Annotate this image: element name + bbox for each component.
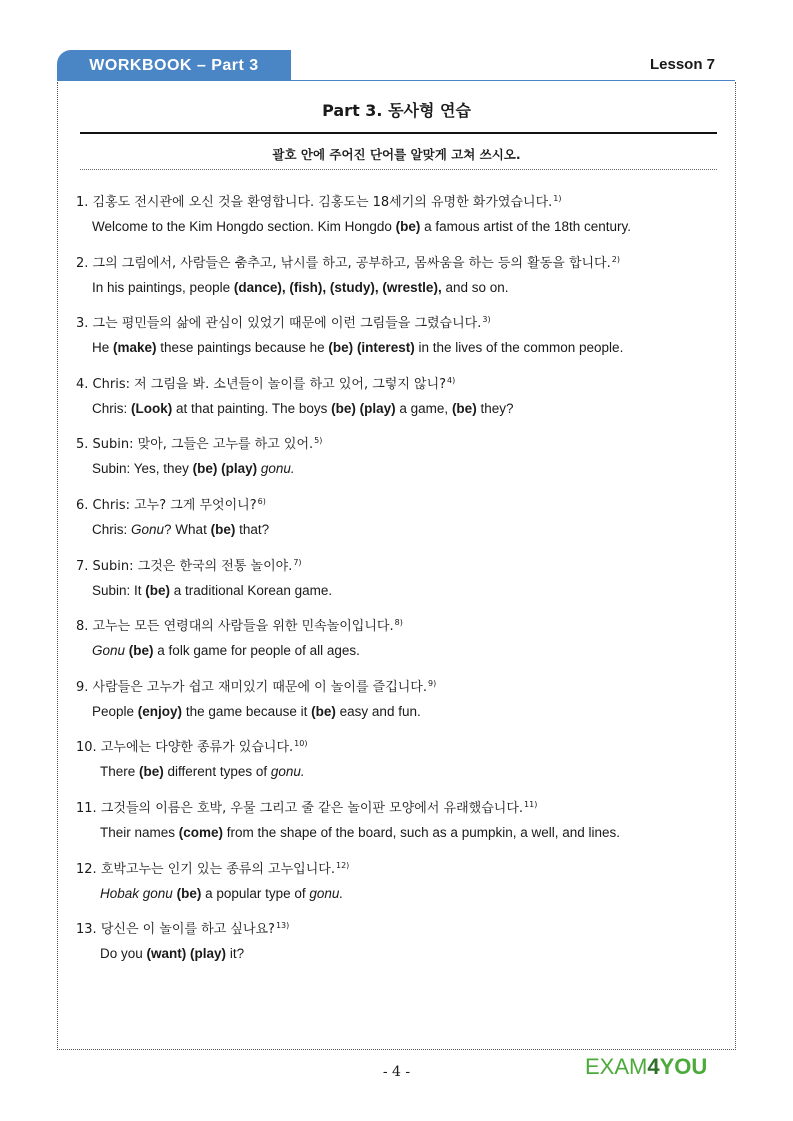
english-sentence [76,760,736,784]
exercise-item [76,369,736,430]
item-number: 7. [76,558,89,574]
verb-prompt: (be) [331,400,356,416]
section-instruction: 괄호 안에 주어진 단어를 알맞게 고쳐 쓰시오. [272,147,521,162]
korean-sentence [76,248,736,276]
footnote-marker: 9) [428,678,437,688]
instruction-divider [80,169,717,170]
sentence-fragment: There [100,764,140,780]
korean-text: 당신은 이 놀이를 하고 싶나요? [100,922,275,938]
sentence-fragment: He [92,340,114,356]
italic-term: gonu. [270,764,305,780]
verb-prompt: (be) [328,340,354,356]
sentence-fragment: ? What [164,521,211,537]
exercise-item [76,672,736,733]
section-title: Part 3. 동사형 연습 [322,101,471,120]
item-number: 4. [76,376,89,392]
verb-prompt: (be) [451,400,477,416]
verb-prompt: (come) [178,824,224,840]
english-sentence [76,700,736,724]
english-sentence [76,215,736,239]
verb-prompt: (interest) [356,340,415,356]
exercise-item [76,248,736,309]
sentence-fragment: in the lives of the common people. [414,340,624,356]
sentence-fragment: In his paintings, people [92,279,234,295]
item-number: 9. [76,679,89,695]
sentence-fragment: Their names [100,824,179,840]
korean-text: 사람들은 고누가 쉽고 재미있기 때문에 이 놀이를 즐깁니다. [92,679,427,695]
sentence-fragment: a folk game for people of all ages. [153,643,360,659]
korean-text: 그는 평민들의 삶에 관심이 있었기 때문에 이런 그림들을 그렸습니다. [92,316,482,332]
footnote-marker: 10) [294,739,308,749]
english-sentence [76,882,736,906]
english-sentence [76,639,736,663]
exercise-item [76,854,736,915]
footnote-marker: 4) [447,375,456,385]
item-number: 1. [76,195,89,210]
exercise-item [76,793,736,854]
sentence-fragment: the game because it [182,703,312,719]
exercise-item [76,187,736,248]
korean-sentence [76,611,736,639]
footnote-marker: 13) [275,921,290,931]
item-number: 5. [76,437,89,453]
exercise-item [76,611,736,672]
verb-prompt: (Look) [131,400,173,416]
item-number: 2. [76,255,89,271]
footnote-marker: 6) [257,496,266,506]
sentence-fragment: easy and fun. [335,703,421,719]
verb-prompt: (be) [311,703,336,719]
korean-text: 김홍도 전시관에 오신 것을 환영합니다. 김홍도는 18세기의 유명한 화가였습니다. [92,195,553,210]
english-sentence [76,518,736,542]
footnote-marker: 12) [335,860,350,870]
sentence-fragment: Subin: It [92,582,146,598]
sentence-fragment: Do you [100,946,147,962]
footnote-marker: 11) [524,799,538,809]
sentence-fragment: from the shape of the board, such as a pumpkin, a well, and lines. [223,824,621,840]
italic-term: gonu. [309,885,344,901]
verb-prompt: (be) [192,461,218,477]
item-number: 3. [76,316,89,332]
sentence-fragment: a popular type of [201,885,310,901]
logo-exam: EXAM [585,1054,648,1079]
sentence-fragment: a game, [395,400,452,416]
verb-prompt: (want) [146,946,187,962]
verb-prompt: (make) [113,340,157,356]
logo-you: YOU [659,1054,708,1079]
exercise-item [76,732,736,793]
english-sentence [76,457,736,481]
korean-sentence [76,854,736,882]
sentence-fragment: a traditional Korean game. [170,582,333,598]
korean-sentence [76,308,736,336]
korean-text: 고누는 모든 연령대의 사람들을 위한 민속놀이입니다. [92,619,394,635]
korean-text: 그것들의 이름은 호박, 우물 그리고 줄 같은 놀이판 모양에서 유래했습니다. [100,800,524,816]
item-number: 8. [76,619,89,635]
english-sentence [76,276,736,300]
lesson-label: Lesson 7 [649,56,715,73]
exercise-item [76,551,736,612]
italic-term: gonu. [260,461,295,477]
english-sentence [76,942,736,966]
korean-text: Subin: 그것은 한국의 전통 놀이야. [92,558,293,574]
verb-prompt: (study), [329,279,379,295]
item-number: 12. [76,861,97,877]
title-divider [80,132,717,134]
page-number: - 4 - [382,1064,411,1080]
verb-prompt: (be) [145,582,171,598]
english-sentence [76,579,736,603]
exercise-item [76,490,736,551]
italic-term: Hobak gonu [100,885,173,901]
exercise-item [76,308,736,369]
exam4you-logo [585,1054,707,1080]
item-number: 11. [76,800,97,816]
verb-prompt: (be) [139,764,164,780]
korean-sentence [76,672,736,700]
footnote-marker: 2) [611,254,620,264]
korean-text: 그의 그림에서, 사람들은 춤추고, 낚시를 하고, 공부하고, 몸싸움을 하는 등의 활동을 합니다. [92,255,611,271]
korean-text: Chris: 저 그림을 봐. 소년들이 놀이를 하고 있어, 그렇지 않니? [92,376,447,392]
sentence-fragment: they? [476,400,514,416]
verb-prompt: (dance), [233,279,286,295]
header-divider [57,80,735,81]
sentence-fragment: and so on. [441,279,509,295]
sentence-fragment: it? [226,946,245,962]
sentence-fragment: Subin: Yes, they [92,461,193,477]
sentence-fragment: Welcome to the Kim Hongdo section. Kim Hongdo [92,219,396,234]
korean-text: Chris: 고누? 그게 무엇이니? [92,497,257,513]
korean-text: 고누에는 다양한 종류가 있습니다. [100,740,294,756]
item-number: 10. [76,740,97,756]
korean-sentence [76,793,736,821]
english-sentence [76,821,736,845]
footnote-marker: 5) [314,436,323,446]
sentence-fragment: different types of [163,764,271,780]
verb-prompt: (play) [221,461,258,477]
verb-prompt: (enjoy) [137,703,183,719]
sentence-fragment: Chris: [92,521,132,537]
verb-prompt: (fish), [289,279,327,295]
item-number: 6. [76,497,89,513]
verb-prompt: (be) [395,219,421,234]
sentence-fragment: Chris: [92,400,132,416]
sentence-fragment: at that painting. The boys [172,400,332,416]
verb-prompt: (play) [359,400,396,416]
english-sentence [76,336,736,360]
korean-sentence [76,914,736,942]
korean-sentence [76,369,736,397]
sentence-fragment: these paintings because he [156,340,329,356]
sentence-fragment: that? [235,521,270,537]
verb-prompt: (wrestle), [382,279,442,295]
korean-sentence [76,551,736,579]
item-number: 13. [76,922,97,938]
exercise-list [76,187,736,975]
exercise-item [76,429,736,490]
korean-text: 호박고누는 인기 있는 종류의 고누입니다. [100,861,335,877]
sentence-fragment: People [92,703,138,719]
italic-term: Gonu [92,643,126,659]
korean-text: Subin: 맞아, 그들은 고누를 하고 있어. [92,437,314,453]
english-sentence [76,397,736,421]
logo-four: 4 [647,1054,660,1079]
verb-prompt: (be) [128,643,154,659]
sentence-fragment: a famous artist of the 18th century. [420,219,632,234]
workbook-tab: WORKBOOK – Part 3 [57,50,291,81]
footnote-marker: 1) [553,194,562,203]
korean-sentence [76,732,736,760]
footnote-marker: 3) [482,315,491,325]
verb-prompt: (play) [190,946,227,962]
footnote-marker: 7) [293,557,302,567]
footnote-marker: 8) [394,618,403,628]
korean-sentence [76,429,736,457]
korean-sentence [76,187,736,215]
exercise-item [76,914,736,975]
verb-prompt: (be) [176,885,202,901]
italic-term: Gonu [131,521,165,537]
verb-prompt: (be) [210,521,236,537]
korean-sentence [76,490,736,518]
